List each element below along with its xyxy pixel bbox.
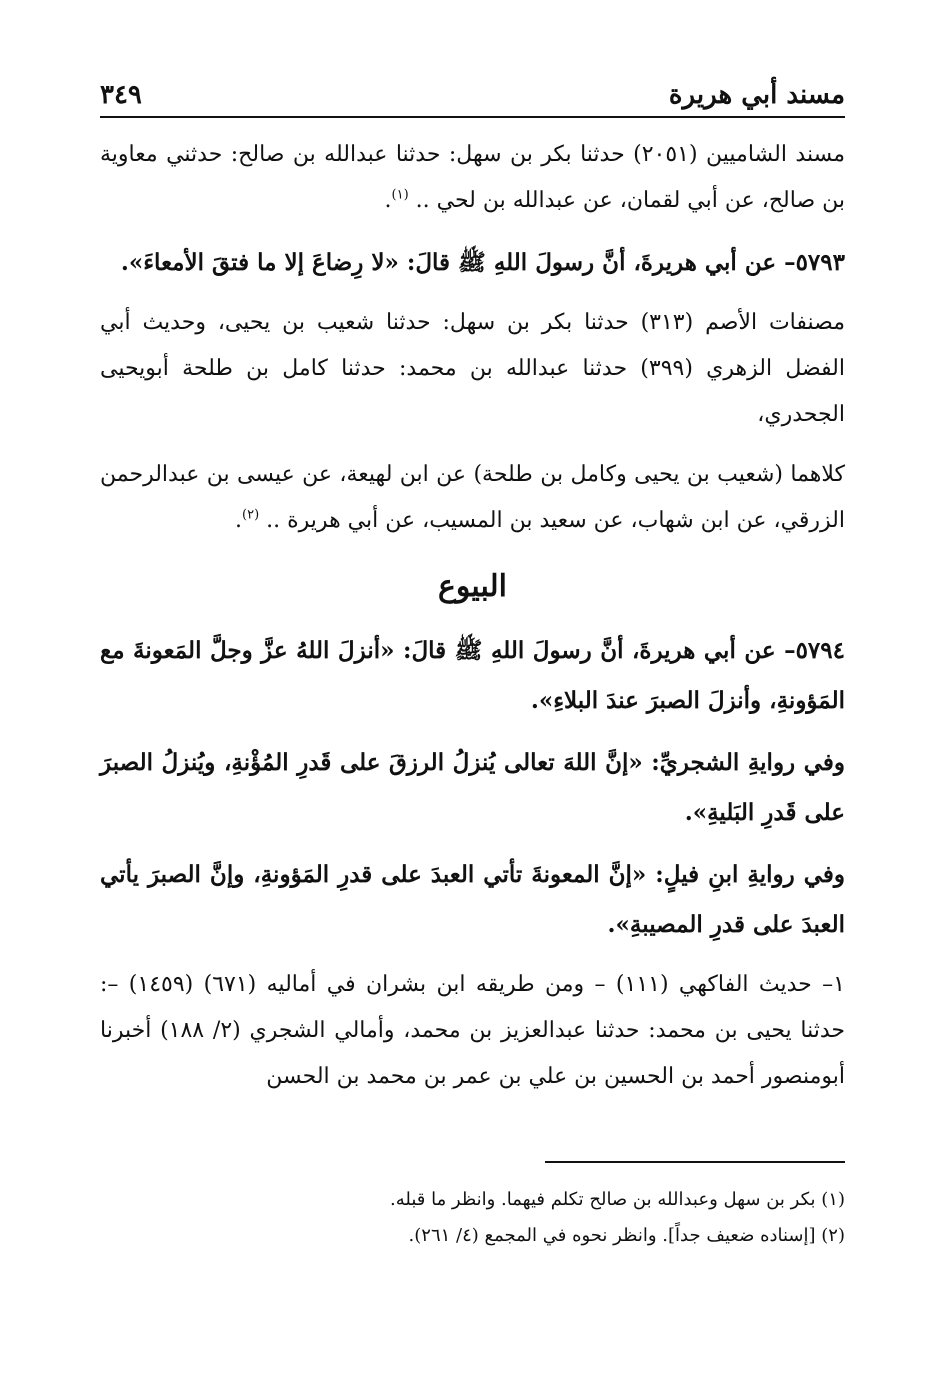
footnote-ref-1: (١) — [391, 187, 409, 203]
footnote-1: (١) بكر بن سهل وعبدالله بن صالح تكلم فيهما. وانظر ما قبله. — [390, 1189, 845, 1210]
footnotes — [100, 1182, 845, 1254]
footnote-ref-2: (٢) — [242, 507, 260, 523]
footnote-2: (٢) [إسناده ضعيف جداً]. وانظر نحوه في المجمع (٤/ ٢٦١). — [408, 1225, 845, 1246]
paragraph-3: مصنفات الأصم (٣١٣) حدثنا بكر بن سهل: حدثنا شعيب بن يحيى، وحديث أبي الفضل الزهري (٣٩٩) حدثنا عبدالله بن محمد: حدثنا كامل بن طلحة أبويحيى الجحدري، — [100, 310, 846, 427]
header-rule — [100, 116, 845, 118]
hadith-5794: ٥٧٩٤– عن أبي هريرةَ، أنَّ رسولَ اللهِ ﷺ قالَ: «أنزلَ اللهُ عزَّ وجلَّ المَعونةَ مع المَؤونةِ، وأنزلَ الصبرَ عندَ البلاءِ». — [100, 637, 845, 714]
takhrij-paragraph: ١– حديث الفاكهي (١١١) – ومن طريقه ابن بشران في أماليه (٦٧١) (١٤٥٩) –: حدثنا يحيى بن محمد: حدثنا عبدالعزيز بن محمد، وأمالي الشجري (٢/ ١٨٨) أخبرنا أبومنصور أحمد بن الحسين بن علي بن عمر بن محمد بن الحسن — [100, 972, 846, 1089]
variant-ibn-fil: وفي روايةِ ابنِ فيلٍ: «إنَّ المعونةَ تأتي العبدَ على قدرِ المَؤونةِ، وإنَّ الصبرَ يأتي العبدَ على قدرِ المصيبةِ». — [100, 861, 845, 938]
variant-shajari: وفي روايةِ الشجريِّ: «إنَّ اللهَ تعالى يُنزلُ الرزقَ على قَدرِ المُؤْنةِ، ويُنزلُ الصبرَ على قَدرِ البَليةِ». — [100, 749, 845, 826]
page-number: ٣٤٩ — [100, 80, 142, 110]
paragraph-1: مسند الشاميين (٢٠٥١) حدثنا بكر بن سهل: حدثنا عبدالله بن صالح: حدثني معاوية بن صالح، عن أبي لقمان، عن عبدالله بن لحي .. $^{(١)}$. — [100, 142, 845, 213]
paragraph-4: كلاهما (شعيب بن يحيى وكامل بن طلحة) عن ابن لهيعة، عن عيسى بن عبدالرحمن الزرقي، عن ابن شهاب، عن سعيد بن المسيب، عن أبي هريرة .. $^{(٢)}$. — [100, 462, 845, 533]
footnote-rule — [545, 1161, 845, 1163]
hadith-5793: ٥٧٩٣– عن أبي هريرةَ، أنَّ رسولَ اللهِ ﷺ قالَ: «لا رِضاعَ إلا ما فتقَ الأمعاءَ». — [120, 249, 845, 276]
page-header — [100, 70, 845, 110]
page-body — [100, 128, 845, 1114]
running-title: مسند أبي هريرة — [668, 80, 845, 110]
section-title: البيوع — [438, 569, 507, 604]
